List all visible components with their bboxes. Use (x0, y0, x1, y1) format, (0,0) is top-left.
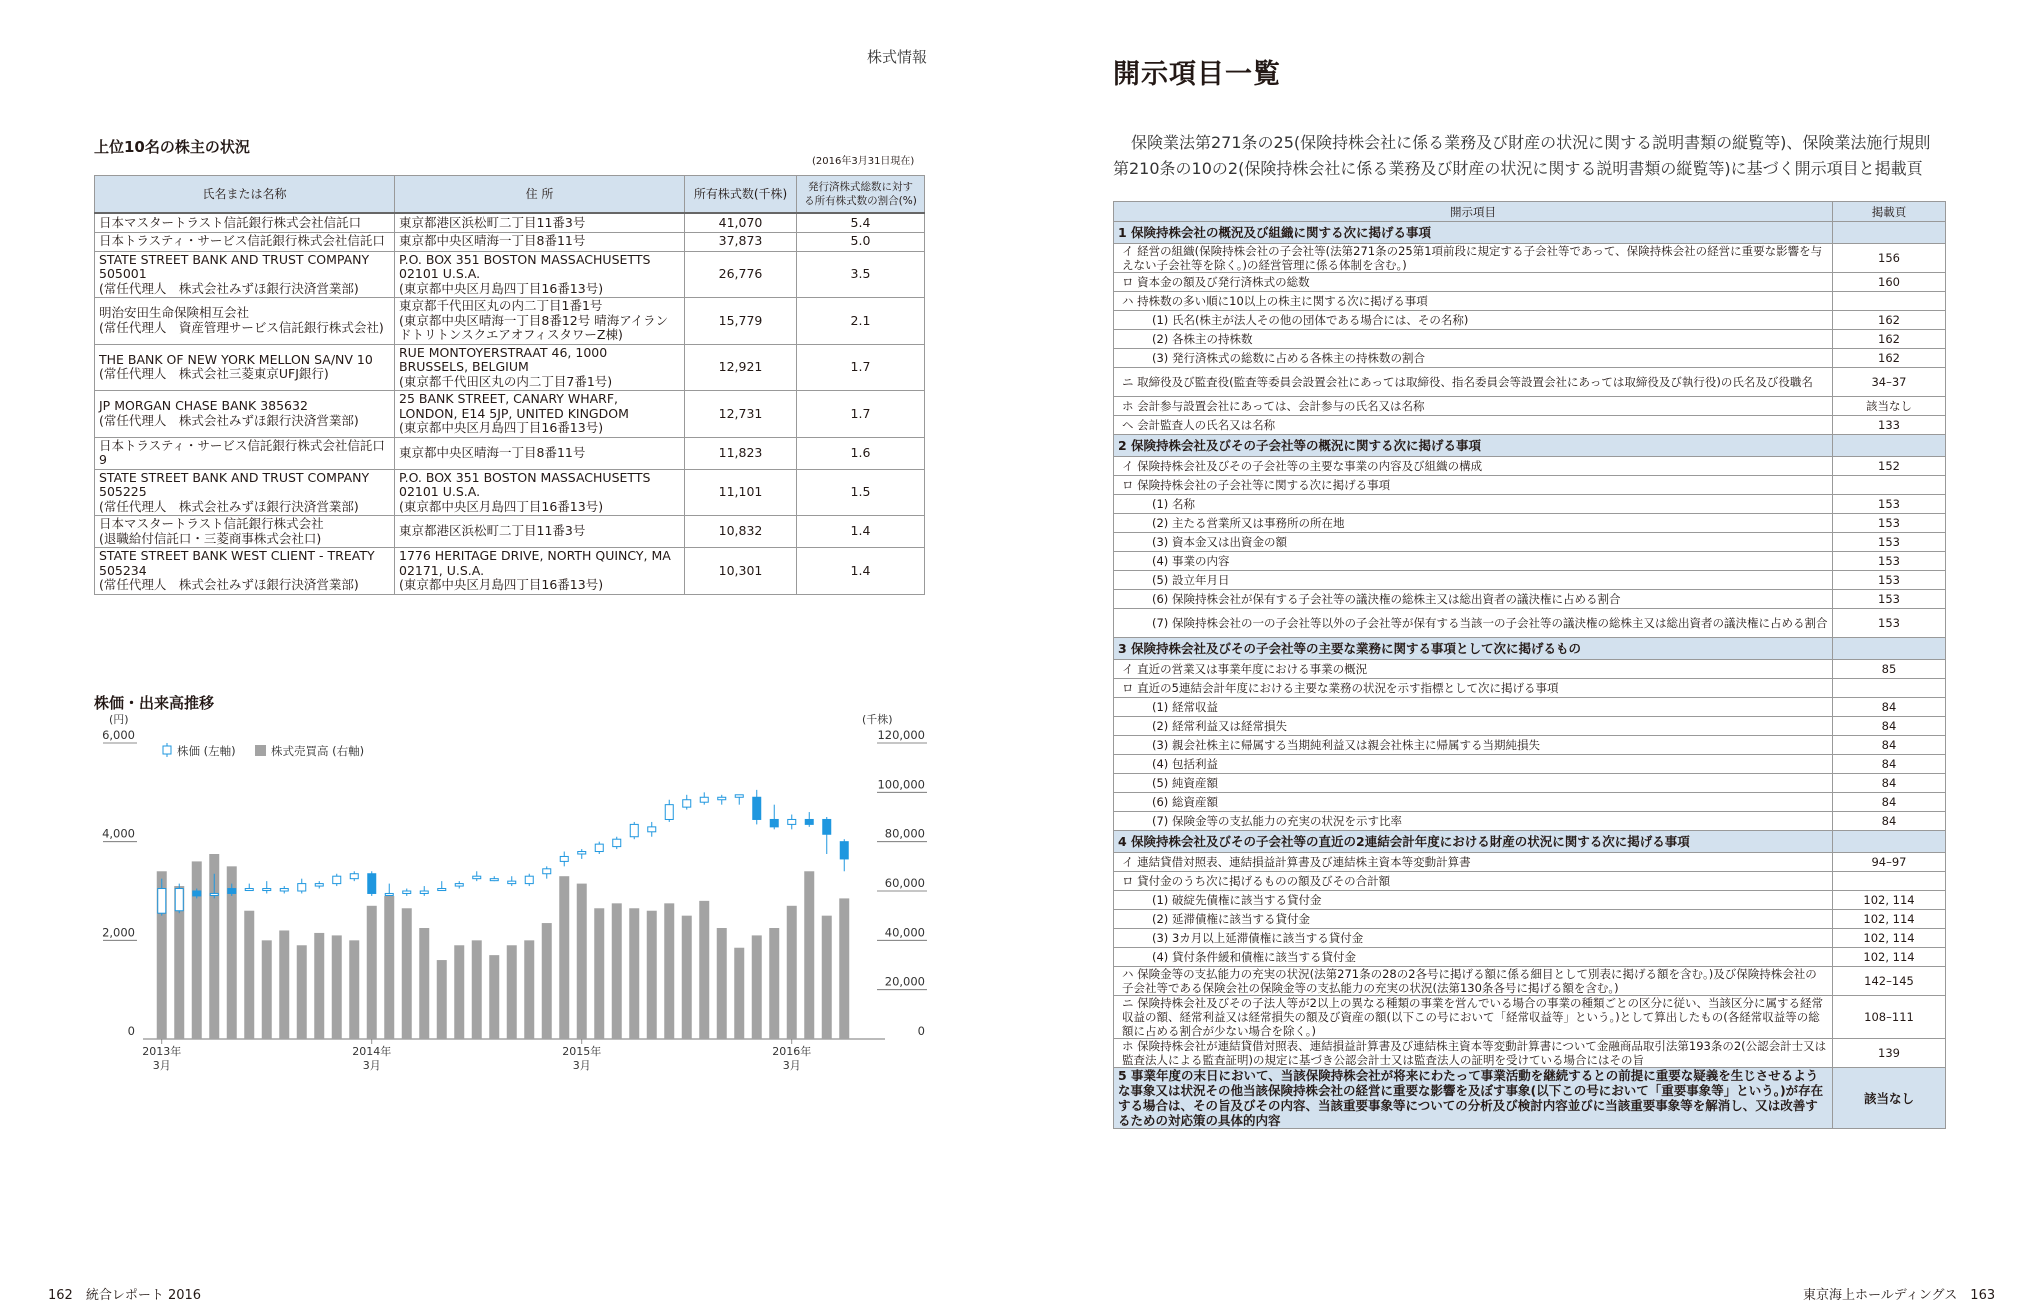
disclosure-item: (4) 貸付条件緩和債権に該当する貸付金 (1114, 948, 1833, 967)
page-ref: 102, 114 (1833, 891, 1946, 910)
page-ref (1833, 476, 1946, 495)
disclosure-item: (2) 各株主の持株数 (1114, 330, 1833, 349)
disclosure-item: ハ 持株数の多い順に10以上の株主に関する次に掲げる事項 (1114, 292, 1833, 311)
volume-bar (612, 903, 622, 1039)
ownership-ratio: 1.4 (797, 548, 925, 595)
volume-bar (297, 945, 307, 1039)
price-candle (805, 819, 813, 824)
shareholder-name: STATE STREET BANK WEST CLIENT - TREATY 505234 (常任代理人 株式会社みずほ銀行決済営業部) (95, 548, 395, 595)
table-row (95, 469, 925, 516)
item-row (1114, 244, 1946, 273)
right-axis-unit: (千株) (862, 713, 893, 726)
shares-held: 26,776 (685, 251, 797, 298)
right-footer: 東京海上ホールディングス 163 (1803, 1288, 1996, 1303)
shares-held: 11,101 (685, 469, 797, 516)
shares-held: 12,731 (685, 391, 797, 438)
price-candle (648, 827, 656, 832)
volume-bar (524, 940, 534, 1039)
item-row (1114, 948, 1946, 967)
page-ref: 102, 114 (1833, 910, 1946, 929)
volume-bar (349, 940, 359, 1039)
disclosure-item: (3) 親会社株主に帰属する当期純利益又は親会社株主に帰属する当期純損失 (1114, 736, 1833, 755)
legend-volume-icon (255, 745, 266, 756)
x-tick-month: 3月 (152, 1059, 171, 1072)
volume-bar (192, 861, 202, 1039)
x-tick-year: 2013年 (142, 1045, 182, 1058)
shareholder-name: 日本マスタートラスト信託銀行株式会社信託口 (95, 213, 395, 232)
item-row (1114, 533, 1946, 552)
table-row (95, 437, 925, 469)
page-ref: 108–111 (1833, 996, 1946, 1039)
page-ref: 160 (1833, 273, 1946, 292)
table-row (95, 391, 925, 438)
volume-bar (752, 935, 762, 1039)
ownership-ratio: 1.6 (797, 437, 925, 469)
volume-bar (542, 923, 552, 1039)
item-row (1114, 609, 1946, 638)
page-ref (1833, 638, 1946, 660)
price-candle (350, 874, 358, 879)
price-candle (840, 842, 848, 859)
as-of-date: (2016年3月31日現在) (812, 156, 915, 167)
page-ref: 153 (1833, 514, 1946, 533)
item-row (1114, 660, 1946, 679)
item-row (1114, 755, 1946, 774)
price-candle (490, 879, 498, 881)
ownership-ratio: 1.7 (797, 344, 925, 391)
left-tick-label: 4,000 (102, 826, 135, 841)
page-ref: 102, 114 (1833, 929, 1946, 948)
item-row (1114, 330, 1946, 349)
table-row (95, 251, 925, 298)
volume-bar (489, 955, 499, 1039)
ownership-ratio: 1.7 (797, 391, 925, 438)
item-row (1114, 514, 1946, 533)
disclosure-item: ホ 保険持株会社が連結貸借対照表、連結損益計算書及び連結株主資本等変動計算書について金融商品取引法第193条の2(公認会計士又は監査法人による監査証明)の規定に基づき公認会計士又は監査法人の証明を受けている場合にはその旨 (1114, 1039, 1833, 1068)
page-ref (1833, 872, 1946, 891)
disclosure-item: ハ 保険金等の支払能力の充実の状況(法第271条の28の2各号に掲げる額に係る細目として別表に掲げる額を含む。)及び保険持株会社の子会社等である保険会社の保険金等の支払能力の充実の状況(法第130条各号に掲げる額を含む。) (1114, 967, 1833, 996)
table-row (95, 344, 925, 391)
shareholders-table (94, 175, 925, 595)
x-tick-month: 3月 (572, 1059, 591, 1072)
shares-held: 37,873 (685, 232, 797, 251)
volume-bar (734, 948, 744, 1039)
col-header-name: 氏名または名称 (95, 176, 395, 214)
item-row (1114, 457, 1946, 476)
page-ref: 142–145 (1833, 967, 1946, 996)
volume-bar (647, 911, 657, 1039)
ownership-ratio: 3.5 (797, 251, 925, 298)
price-candle (245, 889, 253, 891)
disclosure-item: (2) 主たる営業所又は事務所の所在地 (1114, 514, 1833, 533)
price-candle (280, 889, 288, 891)
page-ref: 153 (1833, 590, 1946, 609)
category-row (1114, 1068, 1946, 1129)
page-ref: 85 (1833, 660, 1946, 679)
volume-bar (577, 884, 587, 1039)
price-candle (753, 797, 761, 819)
item-row (1114, 891, 1946, 910)
page-ref: 153 (1833, 609, 1946, 638)
shareholder-address: P.O. BOX 351 BOSTON MASSACHUSETTS 02101 U.S.A. (東京都中央区月島四丁目16番13号) (395, 251, 685, 298)
item-row (1114, 552, 1946, 571)
shareholder-address: 東京都港区浜松町二丁目11番3号 (395, 213, 685, 232)
page-ref: 133 (1833, 416, 1946, 435)
price-candle (315, 884, 323, 886)
item-row (1114, 967, 1946, 996)
disclosure-item: (3) 資本金又は出資金の額 (1114, 533, 1833, 552)
page-ref: 84 (1833, 755, 1946, 774)
volume-bar (822, 916, 832, 1039)
left-footer: 162 統合レポート 2016 (48, 1288, 202, 1303)
item-row (1114, 476, 1946, 495)
x-tick-month: 3月 (782, 1059, 801, 1072)
page-ref (1833, 222, 1946, 244)
disclosure-item: ホ 会計参与設置会社にあっては、会計参与の氏名又は名称 (1114, 397, 1833, 416)
shareholder-name: 日本マスタートラスト信託銀行株式会社 (退職給付信託口・三菱商事株式会社口) (95, 516, 395, 548)
page-ref: 84 (1833, 736, 1946, 755)
volume-bar (804, 871, 814, 1039)
x-tick-year: 2014年 (352, 1045, 392, 1058)
price-candle (788, 819, 796, 824)
volume-bar (262, 940, 272, 1039)
volume-bar (472, 940, 482, 1039)
ownership-ratio: 5.4 (797, 213, 925, 232)
right-tick-label: 60,000 (884, 876, 925, 890)
price-candle (630, 824, 638, 836)
volume-bar (314, 933, 324, 1039)
volume-bar (244, 911, 254, 1039)
disclosure-item: 4 保険持株会社及びその子会社等の直近の2連結会計年度における財産の状況に関する次に掲げる事項 (1114, 831, 1833, 853)
item-row (1114, 793, 1946, 812)
price-candle (543, 869, 551, 874)
volume-bar (384, 896, 394, 1039)
item-row (1114, 590, 1946, 609)
disclosure-item: (1) 名称 (1114, 495, 1833, 514)
page-ref: 153 (1833, 495, 1946, 514)
item-row (1114, 273, 1946, 292)
right-tick-label: 100,000 (877, 777, 925, 792)
volume-bar (717, 928, 727, 1039)
right-tick-label: 40,000 (884, 925, 925, 940)
price-candle (525, 876, 533, 883)
item-row (1114, 679, 1946, 698)
item-row (1114, 571, 1946, 590)
disclosure-item: イ 経営の組織(保険持株会社の子会社等(法第271条の25第1項前段に規定する子会社等であって、保険持株会社の経営に重要な影響を与えない子会社等を除く。)の経営管理に係る体制を含む。) (1114, 244, 1833, 273)
volume-bar (682, 916, 692, 1039)
volume-bar (594, 908, 604, 1039)
disclosure-item: (4) 包括利益 (1114, 755, 1833, 774)
shareholders-title: 上位10名の株主の状況 (94, 138, 250, 156)
section-label: 株式情報 (867, 48, 928, 66)
volume-bar (437, 960, 447, 1039)
price-candle (438, 889, 446, 891)
item-row (1114, 397, 1946, 416)
x-tick-year: 2016年 (772, 1045, 812, 1058)
left-tick-label: 0 (127, 1024, 135, 1038)
price-candle (700, 797, 708, 802)
disclosure-item: ロ 資本金の額及び発行済株式の総数 (1114, 273, 1833, 292)
price-candle (560, 856, 568, 861)
right-tick-label: 80,000 (884, 826, 925, 841)
page-ref: 102, 114 (1833, 948, 1946, 967)
price-candle (298, 884, 306, 891)
page-ref: 156 (1833, 244, 1946, 273)
price-candle (473, 876, 481, 878)
shareholder-address: 25 BANK STREET, CANARY WHARF, LONDON, E14 5JP, UNITED KINGDOM (東京都中央区月島四丁目16番13号) (395, 391, 685, 438)
page-ref: 162 (1833, 330, 1946, 349)
disclosure-table (1113, 201, 1946, 1129)
price-candle (683, 800, 691, 807)
price-candle (158, 889, 166, 914)
legend-volume-label: 株式売買高 (右軸) (271, 744, 365, 758)
item-row (1114, 311, 1946, 330)
page-ref: 84 (1833, 812, 1946, 831)
disclosure-item: (5) 設立年月日 (1114, 571, 1833, 590)
item-row (1114, 495, 1946, 514)
price-candle (403, 891, 411, 893)
page-ref: 84 (1833, 793, 1946, 812)
col-header-item: 開示項目 (1114, 202, 1833, 222)
page-ref: 84 (1833, 774, 1946, 793)
shareholder-name: THE BANK OF NEW YORK MELLON SA/NV 10 (常任代理人 株式会社三菱東京UFJ銀行) (95, 344, 395, 391)
page-ref (1833, 292, 1946, 311)
disclosure-item: (7) 保険金等の支払能力の充実の状況を示す比率 (1114, 812, 1833, 831)
price-candle (333, 876, 341, 883)
shareholder-address: RUE MONTOYERSTRAAT 46, 1000 BRUSSELS, BELGIUM (東京都千代田区丸の内二丁目7番1号) (395, 344, 685, 391)
volume-bar (279, 930, 289, 1039)
shareholder-name: 明治安田生命保険相互会社 (常任代理人 資産管理サービス信託銀行株式会社) (95, 298, 395, 345)
x-tick-month: 3月 (362, 1059, 381, 1072)
price-candle (385, 893, 393, 895)
shares-held: 12,921 (685, 344, 797, 391)
shares-held: 10,301 (685, 548, 797, 595)
price-candle (193, 891, 201, 896)
page-ref: 153 (1833, 533, 1946, 552)
disclosure-item: (2) 延滞債権に該当する貸付金 (1114, 910, 1833, 929)
shareholder-name: STATE STREET BANK AND TRUST COMPANY 505001 (常任代理人 株式会社みずほ銀行決済営業部) (95, 251, 395, 298)
disclosure-item: (6) 保険持株会社が保有する子会社等の議決権の総株主又は総出資者の議決権に占める割合 (1114, 590, 1833, 609)
disclosure-item: イ 保険持株会社及びその子会社等の主要な事業の内容及び組織の構成 (1114, 457, 1833, 476)
page-ref (1833, 831, 1946, 853)
price-candle (508, 881, 516, 883)
item-row (1114, 736, 1946, 755)
item-row (1114, 416, 1946, 435)
disclosure-item: (1) 破綻先債権に該当する貸付金 (1114, 891, 1833, 910)
item-row (1114, 853, 1946, 872)
shareholder-address: 東京都港区浜松町二丁目11番3号 (395, 516, 685, 548)
price-candle (455, 884, 463, 886)
shareholder-address: P.O. BOX 351 BOSTON MASSACHUSETTS 02101 U.S.A. (東京都中央区月島四丁目16番13号) (395, 469, 685, 516)
category-row (1114, 831, 1946, 853)
volume-bar (787, 906, 797, 1039)
left-tick-label: 6,000 (102, 728, 135, 742)
page-ref: 84 (1833, 698, 1946, 717)
category-row (1114, 222, 1946, 244)
left-axis-unit: (円) (109, 713, 129, 726)
item-row (1114, 910, 1946, 929)
col-header-address: 住 所 (395, 176, 685, 214)
disclosure-item: (7) 保険持株会社の一の子会社等以外の子会社等が保有する当該一の子会社等の議決権の総株主又は総出資者の議決権に占める割合 (1114, 609, 1833, 638)
shareholder-address: 東京都千代田区丸の内二丁目1番1号 (東京都中央区晴海一丁目8番12号 晴海アイランドトリトンスクエアオフィスタワーZ棟) (395, 298, 685, 345)
page-ref: 162 (1833, 349, 1946, 368)
disclosure-item: ニ 取締役及び監査役(監査等委員会設置会社にあっては取締役、指名委員会等設置会社にあっては取締役及び執行役)の氏名及び役職名 (1114, 368, 1833, 397)
item-row (1114, 872, 1946, 891)
category-row (1114, 638, 1946, 660)
price-candle (613, 839, 621, 846)
table-row (95, 516, 925, 548)
ownership-ratio: 5.0 (797, 232, 925, 251)
intro-text: 保険業法第271条の25(保険持株会社に係る業務及び財産の状況に関する説明書類の縦覧等)、保険業法施行規則第210条の10の2(保険持株会社に係る業務及び財産の状況に関する説明書類の縦覧等)に基づく開示項目と掲載頁 (1113, 133, 1931, 178)
disclosure-item: (3) 発行済株式の総数に占める各株主の持株数の割合 (1114, 349, 1833, 368)
volume-bar (559, 876, 569, 1039)
disclosure-item: ロ 保険持株会社の子会社等に関する次に掲げる事項 (1114, 476, 1833, 495)
volume-bar (664, 903, 674, 1039)
col-header-shares: 所有株式数(千株) (685, 176, 797, 214)
volume-bar (839, 898, 849, 1039)
ownership-ratio: 1.4 (797, 516, 925, 548)
price-candle (718, 797, 726, 799)
page-ref: 162 (1833, 311, 1946, 330)
legend-price-label: 株価 (左軸) (177, 744, 236, 758)
price-candle (823, 819, 831, 834)
disclosure-item: (6) 総資産額 (1114, 793, 1833, 812)
right-tick-label: 0 (917, 1024, 925, 1038)
table-row (95, 548, 925, 595)
page-ref: 139 (1833, 1039, 1946, 1068)
legend-candle-icon (163, 746, 171, 754)
item-row (1114, 349, 1946, 368)
disclosure-item: ヘ 会計監査人の氏名又は名称 (1114, 416, 1833, 435)
page-ref: 84 (1833, 717, 1946, 736)
shareholder-name: 日本トラスティ・サービス信託銀行株式会社信託口 (95, 232, 395, 251)
left-tick-label: 2,000 (102, 925, 135, 940)
shareholder-address: 東京都中央区晴海一丁目8番11号 (395, 437, 685, 469)
ownership-ratio: 1.5 (797, 469, 925, 516)
shares-held: 41,070 (685, 213, 797, 232)
disclosure-item: 2 保険持株会社及びその子会社等の概況に関する次に掲げる事項 (1114, 435, 1833, 457)
disclosure-item: (3) 3カ月以上延滞債権に該当する貸付金 (1114, 929, 1833, 948)
page-ref: 34–37 (1833, 368, 1946, 397)
disclosure-item: ロ 直近の5連結会計年度における主要な業務の状況を示す指標として次に掲げる事項 (1114, 679, 1833, 698)
price-candle (420, 891, 428, 893)
item-row (1114, 1039, 1946, 1068)
page-ref: 94–97 (1833, 853, 1946, 872)
disclosure-item: (2) 経常利益又は経常損失 (1114, 717, 1833, 736)
item-row (1114, 812, 1946, 831)
shareholder-name: 日本トラスティ・サービス信託銀行株式会社信託口9 (95, 437, 395, 469)
shareholder-name: JP MORGAN CHASE BANK 385632 (常任代理人 株式会社みずほ銀行決済営業部) (95, 391, 395, 438)
disclosure-item: イ 連結貸借対照表、連結損益計算書及び連結株主資本等変動計算書 (1114, 853, 1833, 872)
disclosure-item: (1) 氏名(株主が法人その他の団体である場合には、その名称) (1114, 311, 1833, 330)
volume-bar (629, 908, 639, 1039)
col-header-page: 掲載頁 (1833, 202, 1946, 222)
disclosure-item: (5) 純資産額 (1114, 774, 1833, 793)
price-candle (210, 893, 218, 895)
volume-bar (402, 908, 412, 1039)
price-candle (228, 889, 236, 894)
page-title: 開示項目一覧 (1113, 59, 1281, 90)
price-candle (175, 889, 183, 911)
shares-held: 10,832 (685, 516, 797, 548)
table-row (95, 232, 925, 251)
shares-held: 15,779 (685, 298, 797, 345)
volume-bar (419, 928, 429, 1039)
disclosure-item: 3 保険持株会社及びその子会社等の主要な業務に関する事項として次に掲げるもの (1114, 638, 1833, 660)
volume-bar (769, 928, 779, 1039)
page-ref: 152 (1833, 457, 1946, 476)
item-row (1114, 774, 1946, 793)
right-tick-label: 120,000 (877, 728, 925, 742)
price-candle (770, 819, 778, 826)
item-row (1114, 292, 1946, 311)
page-ref (1833, 435, 1946, 457)
disclosure-item: 5 事業年度の末日において、当該保険持株会社が将来にわたって事業活動を継続するとの前提に重要な疑義を生じさせるような事象又は状況その他当該保険持株会社の経営に重要な影響を及ぼす事象(以下この号において「重要事象等」という。)が存在する場合は、その旨及びその内容、当該重要事象等についての分析及び検討内容並びに当該重要事象等を解消し、又は改善するための対応策の具体的内容 (1114, 1068, 1833, 1129)
price-candle (578, 852, 586, 854)
stock-chart (85, 705, 935, 1125)
item-row (1114, 698, 1946, 717)
volume-bar (454, 945, 464, 1039)
price-candle (665, 805, 673, 820)
item-row (1114, 929, 1946, 948)
chart-title: 株価・出来高推移 (94, 694, 215, 712)
volume-bar (507, 945, 517, 1039)
item-row (1114, 996, 1946, 1039)
table-row (95, 298, 925, 345)
item-row (1114, 368, 1946, 397)
disclosure-item: (1) 経常収益 (1114, 698, 1833, 717)
x-tick-year: 2015年 (562, 1045, 602, 1058)
shareholder-address: 1776 HERITAGE DRIVE, NORTH QUINCY, MA 02171, U.S.A. (東京都中央区月島四丁目16番13号) (395, 548, 685, 595)
shares-held: 11,823 (685, 437, 797, 469)
page-ref: 153 (1833, 571, 1946, 590)
volume-bar (367, 906, 377, 1039)
ownership-ratio: 2.1 (797, 298, 925, 345)
price-candle (735, 795, 743, 797)
volume-bar (332, 935, 342, 1039)
col-header-ratio: 発行済株式総数に対する所有株式数の割合(%) (797, 176, 925, 214)
page-ref (1833, 679, 1946, 698)
shareholder-address: 東京都中央区晴海一丁目8番11号 (395, 232, 685, 251)
disclosure-item: ニ 保険持株会社及びその子法人等が2以上の異なる種類の事業を営んでいる場合の事業の種類ごとの区分に従い、当該区分に属する経常収益の額、経常利益又は経常損失の額及び資産の額(以下この号において「経常収益等」という。)として算出したもの(各経常収益等の総額に占める割合が少ない場合を除く。) (1114, 996, 1833, 1039)
category-row (1114, 435, 1946, 457)
price-candle (263, 889, 271, 891)
shareholder-name: STATE STREET BANK AND TRUST COMPANY 505225 (常任代理人 株式会社みずほ銀行決済営業部) (95, 469, 395, 516)
price-candle (595, 844, 603, 851)
disclosure-item: (4) 事業の内容 (1114, 552, 1833, 571)
page-ref: 153 (1833, 552, 1946, 571)
disclosure-item: ロ 貸付金のうち次に掲げるものの額及びその合計額 (1114, 872, 1833, 891)
item-row (1114, 717, 1946, 736)
price-candle (368, 874, 376, 894)
table-row (95, 213, 925, 232)
page-ref: 該当なし (1833, 1068, 1946, 1129)
disclosure-item: 1 保険持株会社の概況及び組織に関する次に掲げる事項 (1114, 222, 1833, 244)
disclosure-item: イ 直近の営業又は事業年度における事業の概況 (1114, 660, 1833, 679)
volume-bar (699, 901, 709, 1039)
right-tick-label: 20,000 (884, 974, 925, 989)
page-ref: 該当なし (1833, 397, 1946, 416)
